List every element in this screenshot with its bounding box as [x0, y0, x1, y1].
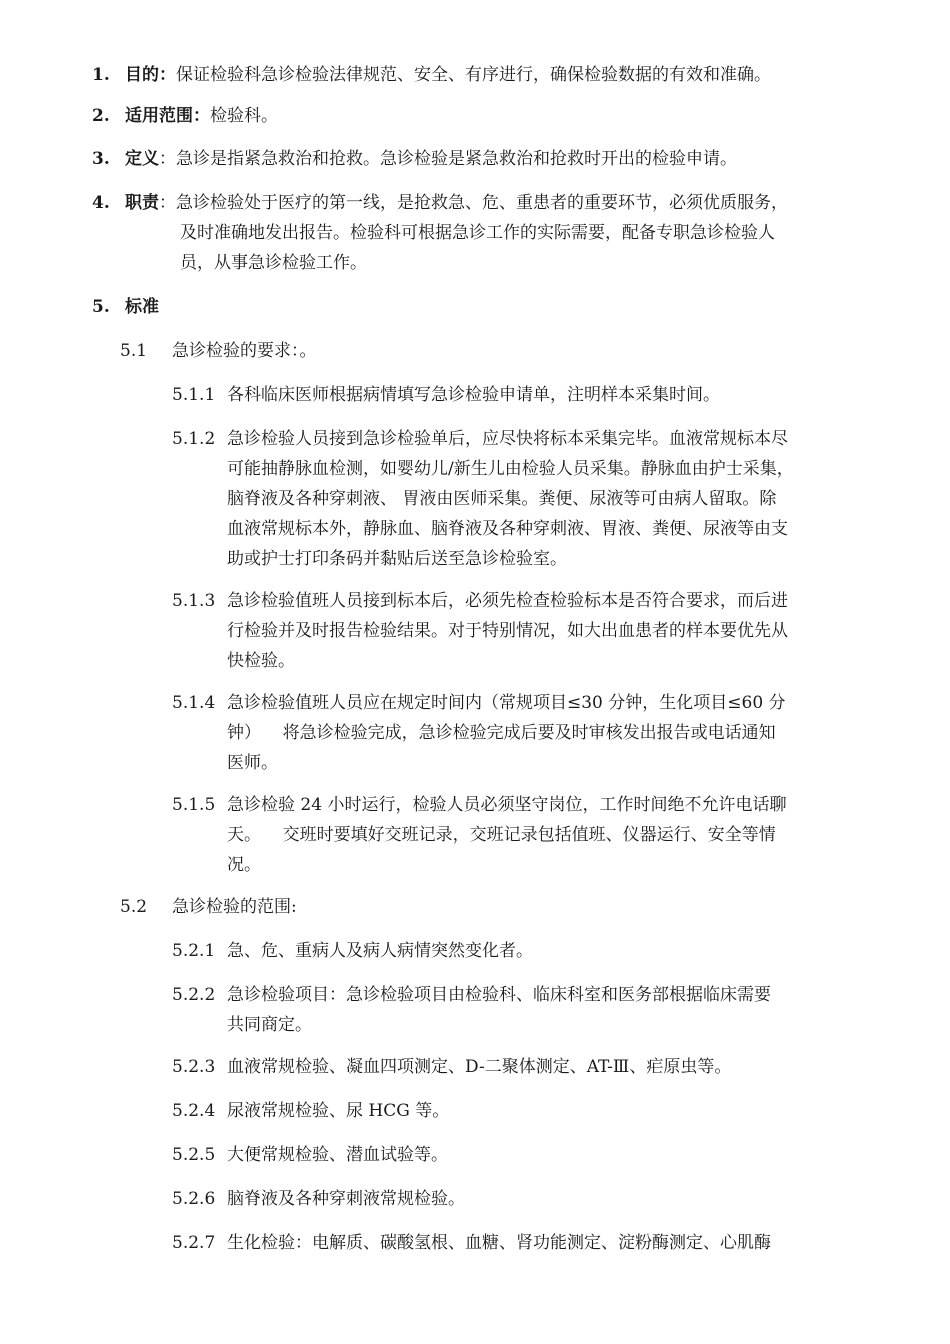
item-line: 天。 交班时要填好交班记录，交班记录包括值班、仪器运行、安全等情	[227, 825, 776, 845]
section-4-line-3: 员，从事急诊检验工作。	[180, 253, 367, 273]
subsection-title: 急诊检验的要求：。	[172, 341, 317, 361]
subsection-number: 5.1	[120, 341, 148, 361]
section-label: 目的：	[125, 65, 176, 85]
item-number: 5.1.3	[172, 591, 216, 611]
item-number: 5.2.3	[172, 1057, 216, 1077]
section-text: ：急诊检验处于医疗的第一线，是抢救急、危、重患者的重要环节，必须优质服务，	[159, 193, 788, 213]
section-label: 标准	[125, 297, 159, 317]
item-line: 脑脊液及各种穿刺液常规检验。	[227, 1189, 465, 1209]
section-number: 1.	[92, 65, 110, 85]
item-number: 5.2.6	[172, 1189, 216, 1209]
item-line: 快检验。	[227, 651, 295, 671]
section-number: 5.	[92, 297, 110, 317]
item-line: 急、危、重病人及病人病情突然变化者。	[227, 941, 533, 961]
subsection-title: 急诊检验的范围:	[172, 897, 297, 917]
item-line: 行检验并及时报告检验结果。对于特别情况，如大出血患者的样本要优先从	[227, 621, 788, 641]
item-number: 5.1.5	[172, 795, 216, 815]
item-line: 尿液常规检验、尿 HCG 等。	[227, 1101, 450, 1121]
section-text: ：急诊是指紧急救治和抢救。急诊检验是紧急救治和抢救时开出的检验申请。	[159, 149, 737, 169]
item-line: 共同商定。	[227, 1015, 312, 1035]
item-number: 5.2.1	[172, 941, 216, 961]
section-label: 适用范围：	[125, 106, 210, 126]
item-line: 医师。	[227, 753, 278, 773]
subsection-number: 5.2	[120, 897, 148, 917]
item-line: 大便常规检验、潜血试验等。	[227, 1145, 448, 1165]
item-line: 况。	[227, 855, 261, 875]
item-line: 急诊检验人员接到急诊检验单后，应尽快将标本采集完毕。血液常规标本尽	[227, 429, 788, 449]
section-label: 定义	[125, 149, 159, 169]
item-line: 急诊检验值班人员应在规定时间内（常规项目≤30 分钟，生化项目≤60 分	[227, 693, 786, 713]
section-number: 3.	[92, 149, 110, 169]
section-text: 保证检验科急诊检验法律规范、安全、有序进行，确保检验数据的有效和准确。	[176, 65, 771, 85]
item-number: 5.2.2	[172, 985, 216, 1005]
item-line: 生化检验：电解质、碳酸氢根、血糖、肾功能测定、淀粉酶测定、心肌酶	[227, 1233, 771, 1253]
item-line: 血液常规标本外，静脉血、脑脊液及各种穿刺液、胃液、粪便、尿液等由支	[227, 519, 788, 539]
item-line: 血液常规检验、凝血四项测定、D-二聚体测定、AT-Ⅲ、疟原虫等。	[227, 1057, 732, 1077]
item-line: 急诊检验项目：急诊检验项目由检验科、临床科室和医务部根据临床需要	[227, 985, 771, 1005]
section-4-line-2: 及时准确地发出报告。检验科可根据急诊工作的实际需要，配备专职急诊检验人	[180, 223, 775, 243]
section-text: 检验科。	[210, 106, 278, 126]
item-line: 急诊检验 24 小时运行，检验人员必须坚守岗位，工作时间绝不允许电话聊	[227, 795, 787, 815]
section-label: 职责	[125, 193, 159, 213]
section-number: 4.	[92, 193, 110, 213]
item-number: 5.1.2	[172, 429, 216, 449]
item-number: 5.2.5	[172, 1145, 216, 1165]
item-number: 5.2.4	[172, 1101, 216, 1121]
item-line: 脑脊液及各种穿刺液、 胃液由医师采集。粪便、尿液等可由病人留取。除	[227, 489, 777, 509]
section-number: 2.	[92, 106, 110, 126]
item-line: 助或护士打印条码并黏贴后送至急诊检验室。	[227, 549, 567, 569]
item-line: 可能抽静脉血检测，如婴幼儿/新生儿由检验人员采集。静脉血由护士采集，	[227, 459, 794, 479]
item-number: 5.2.7	[172, 1233, 216, 1253]
item-line: 各科临床医师根据病情填写急诊检验申请单，注明样本采集时间。	[227, 385, 720, 405]
item-number: 5.1.1	[172, 385, 216, 405]
item-number: 5.1.4	[172, 693, 216, 713]
item-line: 急诊检验值班人员接到标本后，必须先检查检验标本是否符合要求，而后进	[227, 591, 788, 611]
item-line: 钟） 将急诊检验完成，急诊检验完成后要及时审核发出报告或电话通知	[227, 723, 776, 743]
